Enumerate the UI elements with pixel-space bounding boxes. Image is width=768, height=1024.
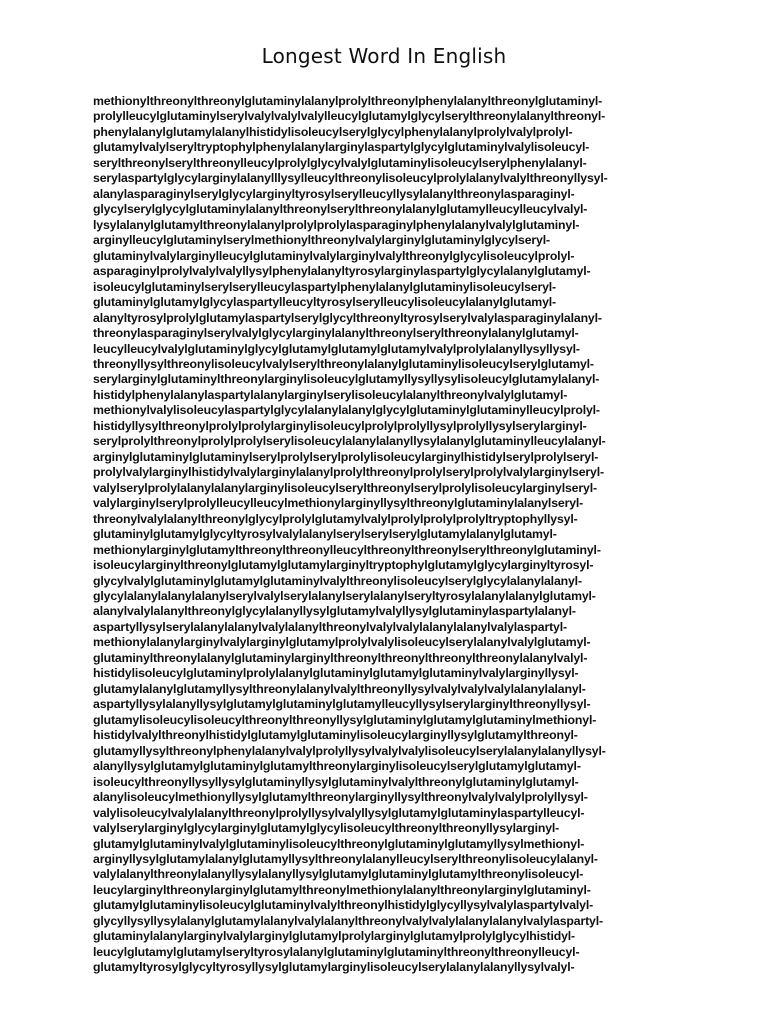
word-line: glutaminylglutamylglycylaspartylleucyltyrosylserylleucylisoleucylalanylglutamyl- [93, 295, 556, 310]
word-line: arginylleucylglutaminylserylmethionylthreonylvalylarginylglutaminylglycylseryl- [93, 233, 550, 248]
word-line: aspartyllysylalanyllysylglutamylglutaminylglutamylleucyllysylserylarginylthreonyllysyl- [93, 697, 591, 712]
word-line: aspartyllysylserylalanylalanylvalylalanylthreonylvalylvalylalanylalanylvalylaspartyl- [93, 619, 567, 634]
word-line: glycylvalylglutaminylglutamylglutaminylvalylthreonylisoleucylserylglycylalanylalanyl- [93, 573, 582, 588]
word-line: leucylglutamylglutamylseryltyrosylalanylglutaminylglutaminylthreonylthreonylleucyl- [93, 944, 580, 959]
word-line: glutamyltyrosylglycyltyrosyllysylglutamylarginylisoleucylserylalanylalanyllysylvalyl- [93, 960, 575, 975]
word-line: alanylasparaginylserylglycylarginyltyrosylserylleucyllysylalanylthreonylasparaginyl- [93, 186, 575, 201]
word-line: serylarginylglutaminylthreonylarginylisoleucylglutamyllysyllysylisoleucylglutamylalanyl- [93, 372, 600, 387]
page-title: Longest Word In English [261, 44, 507, 68]
word-line: glutaminylglutamylglycyltyrosylvalylalanylserylserylserylglutamylalanylglutamyl- [93, 527, 557, 542]
word-line: histidylphenylalanylaspartylalanylarginylserylisoleucylalanylthreonylvalylglutamyl- [93, 387, 568, 402]
word-line: isoleucylthreonyllysyllysylglutaminyllysylglutaminylvalylthreonylglutaminylglutamyl- [93, 774, 579, 789]
word-line: histidylisoleucylglutaminylprolylalanylglutaminylglutamylglutaminylvalylarginyllysyl- [93, 666, 579, 681]
word-line: glycylalanylalanylalanylserylvalylserylalanylserylalanylseryltyrosylalanylalanylglutamyl- [93, 589, 596, 603]
word-line: histidylvalylthreonylhistidylglutamylglutaminylisoleucylarginyllysylglutamylthreonyl- [93, 728, 578, 743]
word-line: prolylvalylarginylhistidylvalylarginylalanylprolylthreonylprolylserylprolylvalylarginylseryl- [93, 465, 604, 480]
word-line: threonylvalylalanylthreonylglycylprolylglutamylvalylprolylprolylprolyltryptophyllysyl- [93, 511, 578, 526]
word-line: valylalanylthreonylalanyllysylalanyllysylglutamylglutaminylglutamylthreonylisoleucyl- [93, 867, 584, 882]
word-line: glutamylglutaminylvalylglutaminylisoleucylthreonylglutaminylglutamyllysylmethionyl- [93, 836, 585, 851]
word-line: alanylvalylalanylthreonylglycylalanyllysylglutamylvalyllysylglutaminylaspartylalanyl- [93, 604, 576, 619]
word-line: asparaginylprolylvalylvalyllysylphenylalanyltyrosylarginylaspartylglycylalanylglutamyl- [93, 264, 591, 279]
word-line: methionylthreonylthreonylglutaminylalanylprolylthreonylphenylalanylthreonylglutaminyl- [93, 94, 603, 108]
word-line: glycyllysyllysylalanylglutamylalanylvalylalanylthreonylvalylvalylalanylalanylvalylaspartyl- [93, 913, 603, 928]
word-line: glutaminylthreonylalanylglutaminylarginylthreonylthreonylthreonylthreonylalanylvalyl- [93, 650, 588, 665]
word-line: prolylleucylglutaminylserylvalylvalylvalylleucylglutamylglycylserylthreonylalanylthreonyl- [93, 109, 606, 124]
word-line: glutamylalanylglutamyllysylthreonylalanylvalylthreonyllysylvalylvalylvalylalanylalanyl- [93, 681, 586, 696]
word-line: glutaminylvalylarginylleucylglutaminylvalylarginylvalylthreonylglycylisoleucylprolyl- [93, 248, 575, 263]
word-line: alanylisoleucylmethionyllysylglutamylthreonylarginyllysylthreonylvalylvalylprolyllysyl- [93, 790, 588, 805]
word-line: isoleucylarginylthreonylglutamylglutamylarginyltryptophylglutamylglycylarginyltyrosyl- [93, 558, 594, 573]
longest-word-text-block [93, 94, 675, 976]
word-line: lysylalanylglutamylthreonylalanylprolylprolylasparaginylphenylalanylvalylglutaminyl- [93, 217, 580, 232]
word-line: valylserylarginylglycylarginylglutamylglycylisoleucylthreonylthreonyllysylarginyl- [93, 821, 560, 836]
word-line: serylaspartylglycylarginylalanylllysylleucylthreonylisoleucylprolylalanylvalylthreonyllysyl- [93, 171, 608, 186]
word-line: serylprolylthreonylprolylprolylserylisoleucylalanylalanyllysylalanylglutaminylleucylalanyl- [93, 434, 606, 449]
word-line: serylthreonylserylthreonylleucylprolylglycylvalylglutaminylisoleucylserylphenylalanyl- [93, 155, 587, 170]
word-line: glutaminylalanylarginylvalylarginylglutamylprolylarginylglutamylprolylglycylhistidyl- [93, 929, 575, 944]
word-line: glutamylisoleucylisoleucylthreonylthreonyllysylglutaminylglutamylglutaminylmethionyl- [93, 712, 597, 727]
word-line: leucylleucylvalylglutaminylglycylglutamylglutamylglutamylvalylprolylalanyllysyllysyl- [93, 341, 580, 356]
word-line: methionylalanylarginylvalylarginylglutamylprolylvalylisoleucylserylalanylvalylglutamyl- [93, 635, 591, 650]
word-line: methionylarginylglutamylthreonylthreonylleucylthreonylthreonylserylthreonylglutaminyl- [93, 542, 601, 557]
word-line: leucylarginylthreonylarginylglutamylthreonylmethionylalanylthreonylarginylglutaminyl- [93, 882, 591, 897]
word-line: valylisoleucylvalylalanylthreonylprolyllysylvalyllysylglutamylglutaminylaspartylleucyl- [93, 805, 585, 820]
word-line: threonyllysylthreonylisoleucylvalylserylthreonylalanylglutaminylisoleucylserylglutamyl- [93, 356, 594, 371]
word-line: arginylglutaminylglutaminylserylprolylserylprolylisoleucylarginylhistidylserylprolylseryl- [93, 449, 599, 464]
word-line: methionylvalylisoleucylaspartylglycylalanylalanylglycylglutaminylglutaminylleucylprolyl- [93, 403, 600, 418]
word-line: threonylasparaginylserylvalylglycylarginylalanylthreonylserylthreonylalanylglutamyl- [93, 326, 579, 341]
word-line: valylserylprolylalanylalanylarginylisoleucylserylthreonylserylprolylisoleucylarginylseryl- [93, 480, 597, 495]
word-line: phenylalanylglutamylalanylhistidylisoleucylserylglycylphenylalanylprolylvalylprolyl- [93, 124, 573, 139]
word-line: glycylserylglycylglutaminylalanylthreonylserylthreonylalanylglutamylleucylleucylvalyl- [93, 202, 588, 217]
word-line: histidyllysylthreonylprolylprolylarginylisoleucylprolylprolyllysylprolyllysylserylarginyl- [93, 418, 587, 433]
word-line: glutamyllysylthreonylphenylalanylvalylprolyllysylvalylvalylisoleucylserylalanylalanyllysyl- [93, 743, 606, 758]
word-line: isoleucylglutaminylserylserylleucylaspartylphenylalanylglutaminylisoleucylseryl- [93, 279, 557, 294]
word-line: glutamylvalylseryltryptophylphenylalanylarginylaspartylglycylglutaminylvalylisoleucyl- [93, 140, 590, 155]
word-line: alanyllysylglutamylglutaminylglutamylthreonylarginylisoleucylserylglutamylglutamyl- [93, 759, 581, 774]
word-line: glutamylglutaminylisoleucylglutaminylvalylthreonylhistidylglycyllysylvalylaspartylvalyl- [93, 898, 594, 913]
word-line: alanyltyrosylprolylglutamylaspartylserylglycylthreonyltyrosylserylvalylasparaginylalanyl- [93, 310, 602, 325]
word-line: valylarginylserylprolylleucylleucylmethionylarginyllysylthreonylglutaminylalanylseryl- [93, 496, 584, 511]
word-line: arginyllysylglutamylalanylglutamyllysylthreonylalanylleucylserylthreonylisoleucylalanyl- [93, 851, 598, 866]
